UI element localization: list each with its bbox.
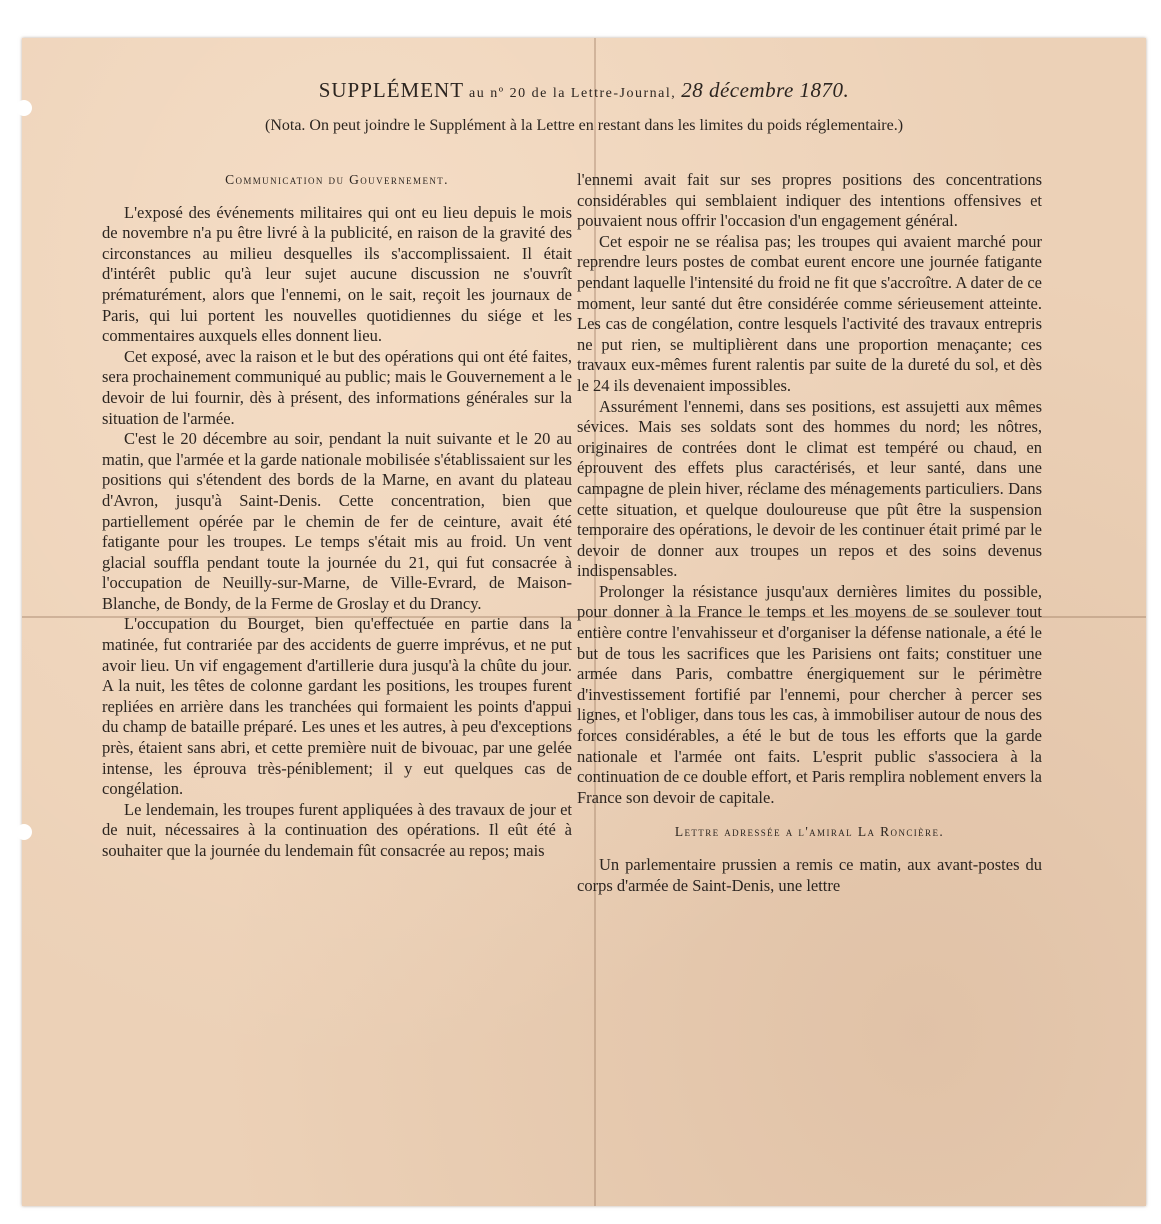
header-journal-name: Lettre-Journal, — [570, 86, 677, 101]
punch-hole-top — [16, 100, 32, 116]
punch-hole-bottom — [16, 824, 32, 840]
nota-line: (Nota. On peut joindre le Supplément à la Lettre en restant dans les limites du poids réglementaire.) — [264, 117, 904, 134]
header-supplement: SUPPLÉMENT — [318, 78, 465, 102]
paragraph: Le lendemain, les troupes furent appliquées à des travaux de jour et de nuit, nécessaires à la continuation des opérations. Il eût été à souhaiter que la journée du lendemain fût consacrée au repos; mais — [102, 799, 572, 860]
newspaper-sheet — [22, 38, 1146, 1206]
paragraph: Un parlementaire prussien a remis ce matin, aux avant-postes du corps d'armée de Saint-Denis, une lettre — [577, 855, 1042, 895]
paragraph: L'exposé des événements militaires qui ont eu lieu depuis le mois de novembre n'a pu être livré à la publicité, en raison de la gravité des circonstances au milieu desquelles ils s'accomplissaient. Il était d'intérêt public qu'à leur sujet aucune discussion ne s'ouvrît prématurément, alors que l'ennemi, on le sait, reçoit les journaux de Paris, qui lui portent les nouvelles quotidiennes du siége et les commentaires auxquels elles donnent lieu. — [102, 202, 572, 346]
header-issue-number: au nº 20 de la — [469, 86, 566, 101]
supplement-header — [42, 78, 1126, 103]
paragraph: L'occupation du Bourget, bien qu'effectuée en partie dans la matinée, fut contrariée par des accidents de guerre imprévus, et ne put avoir lieu. Un vif engagement d'artillerie dura jusqu'à la chûte du jour. A la nuit, les têtes de colonne gardant les positions, les troupes furent repliées en arrière dans les tranchées qui formaient les points d'appui du champ de bataille préparé. Les unes et les autres, à peu d'exceptions près, étaient sans abri, et cette première nuit de bivouac, par une gelée intense, les éprouva très-péniblement; il y eut quelques cas de congélation. — [102, 614, 572, 799]
heading-lettre-roncière: Lettre adressée a l'amiral La Roncière. — [674, 824, 945, 840]
paragraph: l'ennemi avait fait sur ses propres positions des concentrations considérables qui semblaient indiquer des intentions offensives et pouvaient nous offrir l'occasion d'un engagement général. — [577, 170, 1042, 231]
paragraph: Cet exposé, avec la raison et le but des opérations qui ont été faites, sera prochainement communiqué au public; mais le Gouvernement a le devoir de lui fournir, dès à présent, des informations générales sur la situation de l'armée. — [102, 346, 572, 428]
heading-communication: Communication du Gouvernement. — [225, 172, 449, 187]
right-column — [577, 170, 1042, 896]
paragraph: Cet espoir ne se réalisa pas; les troupes qui avaient marché pour reprendre leurs postes de combat eurent encore une journée fatigante pendant laquelle l'intensité du froid ne fit que s'accroître. A dater de ce moment, leur santé dut être considérée comme sérieusement atteinte. Les cas de congélation, contre lesquels l'activité des travaux entrepris ne put rien, se multiplièrent dans une proportion menaçante; ces travaux eux-mêmes furent ralentis par suite de la dureté du sol, et dès le 24 ils devenaient impossibles. — [577, 231, 1042, 395]
paragraph: C'est le 20 décembre au soir, pendant la nuit suivante et le 20 au matin, que l'armée et la garde nationale mobilisée s'établissaient sur les positions qui s'étendent des bords de la Marne, en avant du plateau d'Avron, jusqu'à Saint-Denis. Cette concentration, bien que partiellement opérée par le chemin de fer de ceinture, avait été fatigante pour les troupes. Le temps s'était mis au froid. Un vent glacial souffla pendant toute la journée du 21, qui fut consacrée à l'occupation de Neuilly-sur-Marne, de Ville-Evrard, de Maison-Blanche, de Bondy, de la Ferme de Groslay et du Drancy. — [102, 429, 572, 613]
paragraph: Prolonger la résistance jusqu'aux dernières limites du possible, pour donner à la France le temps et les moyens de se soulever tout entière contre l'envahisseur et d'organiser la défense nationale, a été le but de tous les sacrifices que les Parisiens ont faits; constituer une armée dans Paris, combattre énergiquement sur le périmètre d'investissement fortifié par l'ennemi, pour chercher à percer ses lignes, et l'obliger, dans tous les cas, à immobiliser autour de nous des forces considérables, a été le but de tous les efforts que la garde nationale et l'armée ont faits. L'esprit public s'associera à la continuation de ce double effort, et Paris remplira noblement envers la France son devoir de capitale. — [577, 581, 1042, 807]
left-column — [102, 170, 572, 862]
header-date: 28 décembre 1870. — [681, 78, 850, 102]
paragraph: Assurément l'ennemi, dans ses positions, est assujetti aux mêmes sévices. Mais ses soldats sont des hommes du nord; les nôtres, originaires de contrées dont le climat est tempéré ou chaud, en éprouvent des effets plus caractérisés, et leur santé, dans une campagne de plein hiver, réclame des ménagements particuliers. Dans cette situation, et quelque douloureuse que pût être la suspension temporaire des opérations, le devoir de les continuer était primé par le devoir de donner aux troupes un repos et des soins devenus indispensables. — [577, 396, 1042, 581]
